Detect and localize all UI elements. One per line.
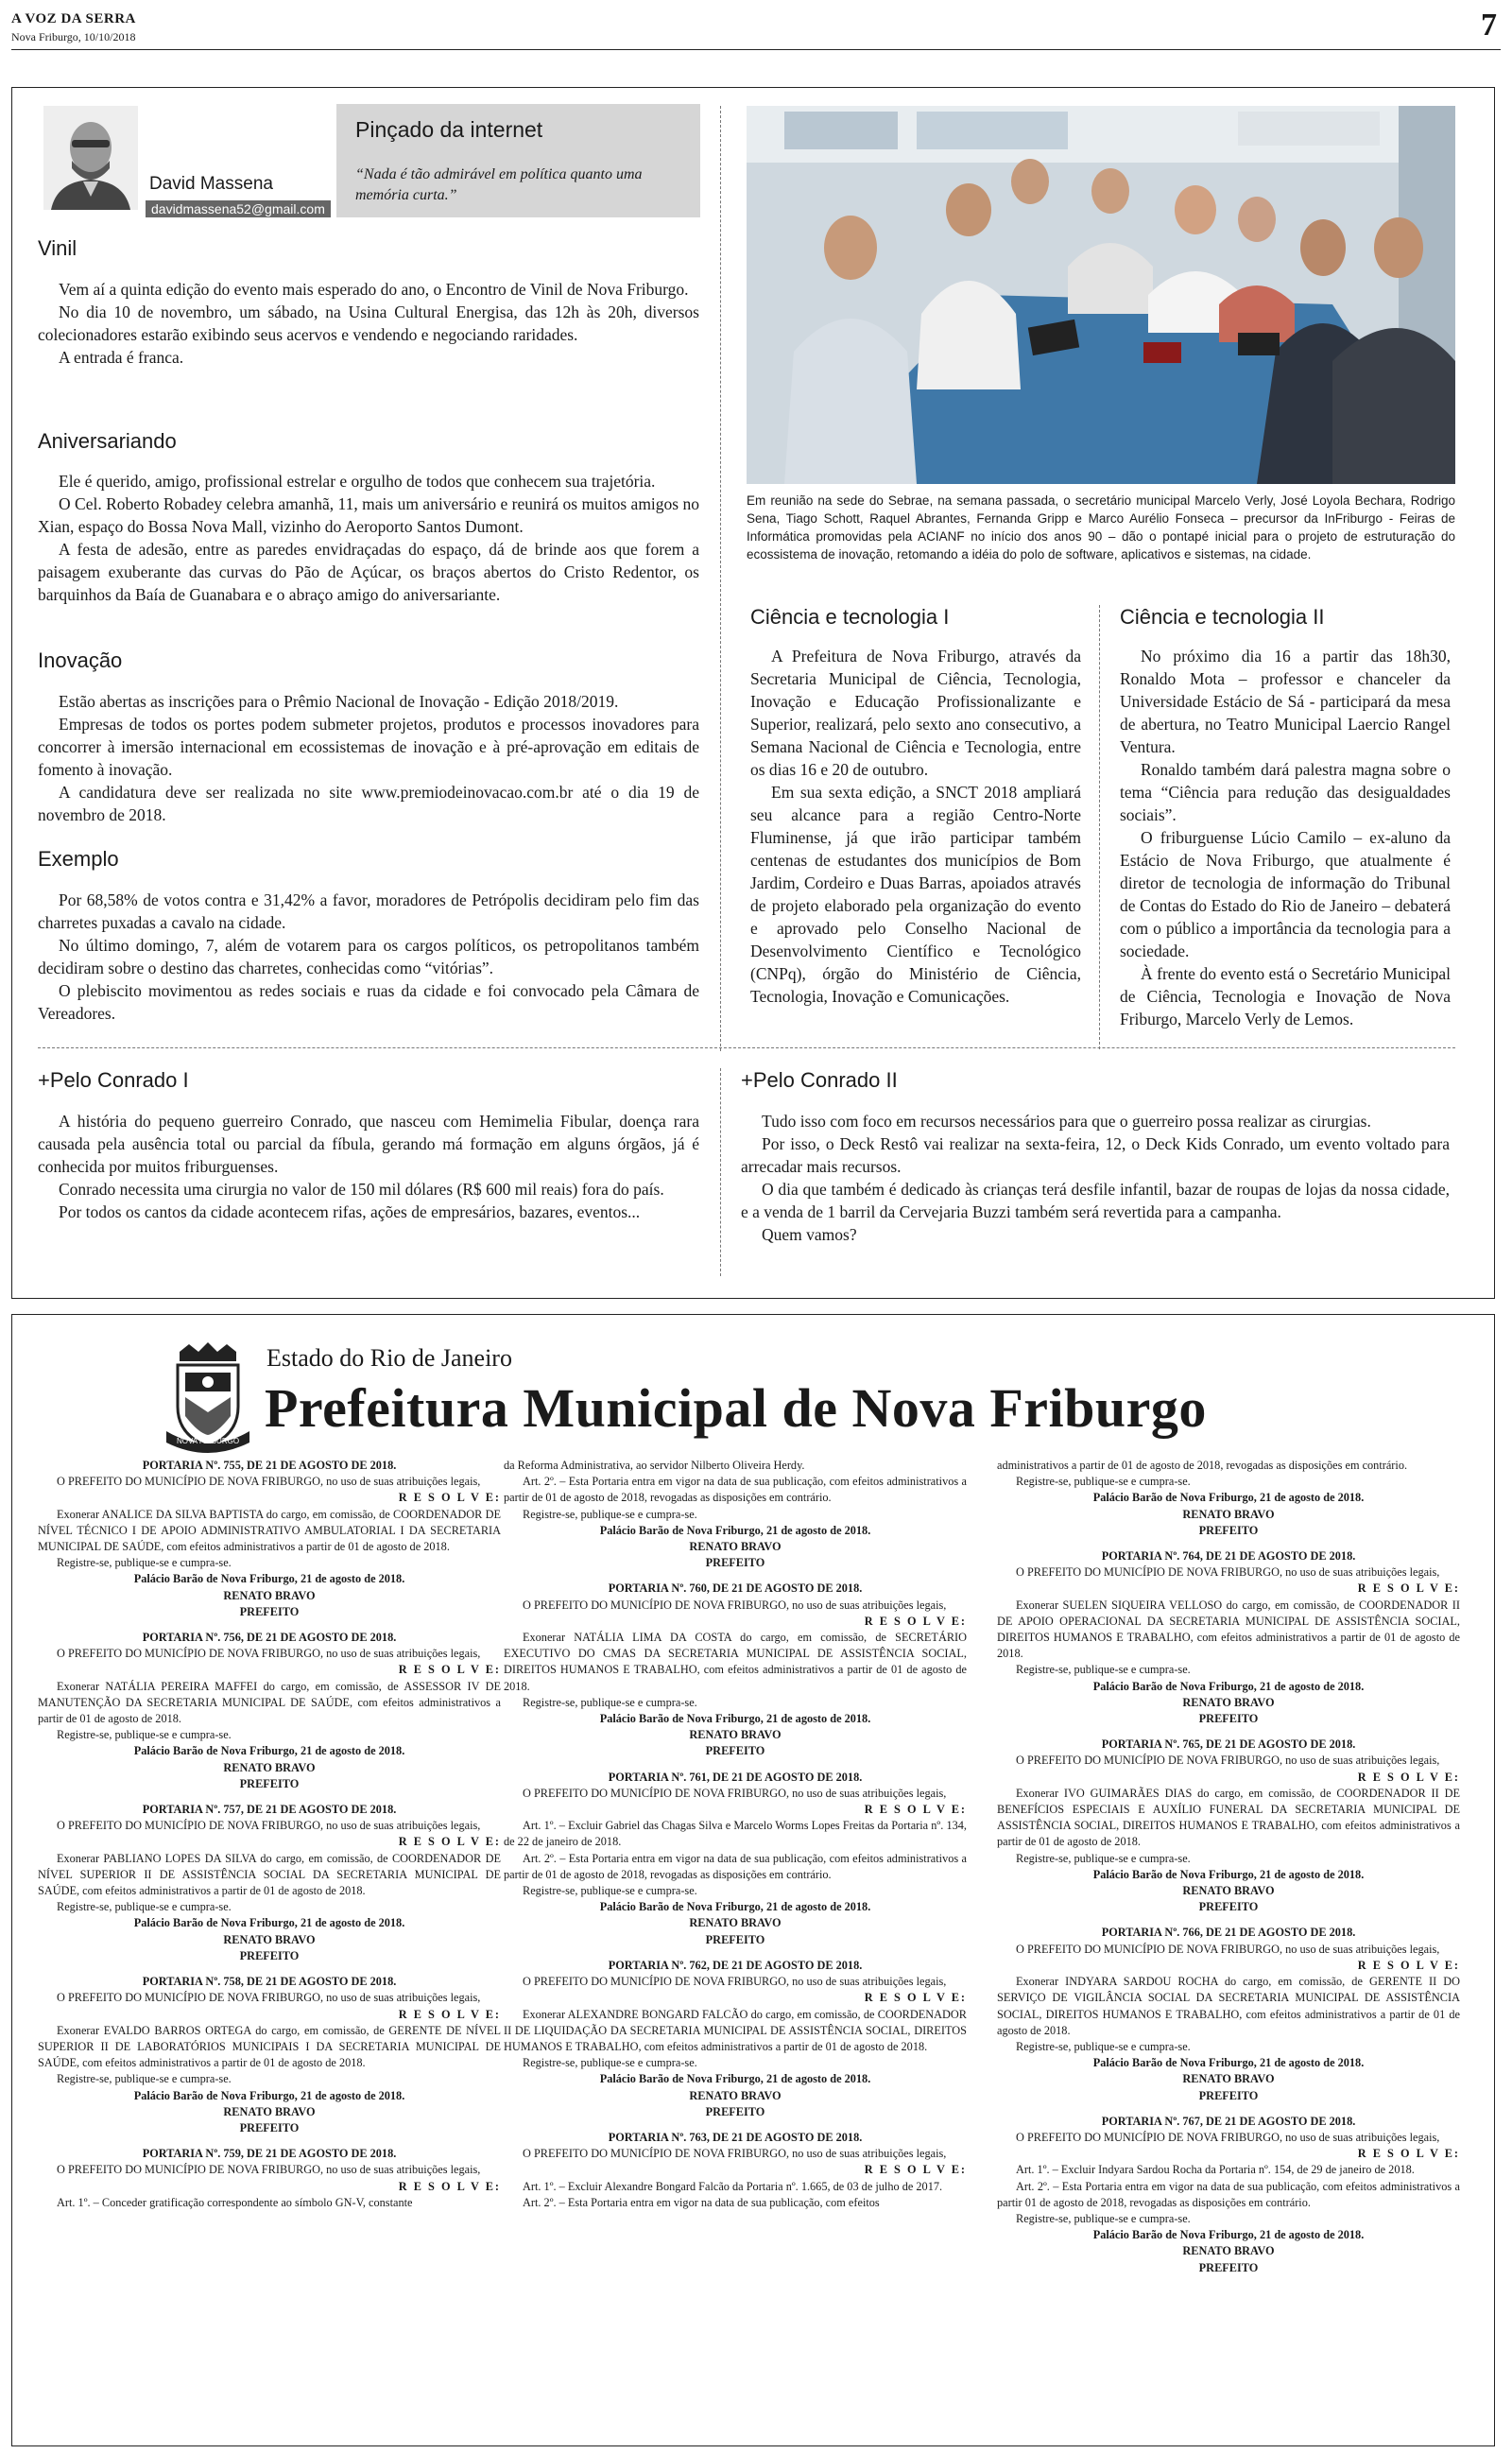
page-header — [11, 9, 1501, 50]
signature-line: Palácio Barão de Nova Friburgo, 21 de agosto de 2018. — [1092, 1679, 1365, 1693]
signature-line: PREFEITO — [1198, 1900, 1259, 1914]
portaria-paragraph: Exonerar ALEXANDRE BONGARD FALCÃO do cargo, em comissão, de COORDENADOR II DE LIQUIDAÇÃO DA SECRETARIA MUNICIPAL DE ASSISTÊNCIA SOCIAL, DIREITOS HUMANOS E TRABALHO, com efeitos administrativos a partir de 01 de agosto de 2018. — [504, 2007, 967, 2053]
signature-line: Palácio Barão de Nova Friburgo, 21 de agosto de 2018. — [133, 1916, 405, 1930]
author-name: David Massena — [149, 174, 273, 194]
paragraph: A festa de adesão, entre as paredes envidraçadas do espaço, dá de brinde aos que forem a paisagem exuberante das curvas do Pão de Açúcar, os braços abertos do Cristo Redentor, os barquinhos da Baía de Guanabara e o abraço amigo do aniversariante. — [38, 540, 699, 604]
portaria-heading: PORTARIA Nº. 757, DE 21 DE AGOSTO DE 2018. — [142, 1803, 397, 1817]
portaria-heading: PORTARIA Nº. 766, DE 21 DE AGOSTO DE 2018. — [1101, 1926, 1356, 1940]
notice-state-name: Estado do Rio de Janeiro — [266, 1344, 512, 1372]
portaria-paragraph: Exonerar ANALICE DA SILVA BAPTISTA do cargo, em comissão, de COORDENADOR DE NÍVEL TÉCNICO I DE APOIO ADMINISTRATIVO AMBULATORIAL I DA SECRETARIA MUNICIPAL DE SAÚDE, com efeitos administrativos a partir de 01 de agosto de 2018. — [38, 1507, 501, 1554]
portaria-paragraph: Exonerar PABLIANO LOPES DA SILVA do cargo, em comissão, de COORDENADOR DE NÍVEL SUPERIOR II DE ASSISTÊNCIA SOCIAL DA SECRETARIA MUNICIPAL DE SAÚDE, com efeitos administrativos a partir de 01 de agosto de 2018. — [38, 1851, 501, 1898]
section-title-conrado-2: +Pelo Conrado II — [741, 1068, 898, 1092]
portaria-heading: PORTARIA Nº. 763, DE 21 DE AGOSTO DE 2018. — [608, 2130, 863, 2144]
quote-text: “Nada é tão admirável em política quanto uma memória curta.” — [355, 166, 643, 203]
paragraph: À frente do evento está o Secretário Municipal de Ciência, Tecnologia e Inovação de Nova Friburgo, Marcelo Verly de Lemos. — [1120, 964, 1451, 1028]
paragraph: Por todos os cantos da cidade acontecem rifas, ações de empresários, bazares, eventos... — [59, 1202, 641, 1221]
paragraph: O friburguense Lúcio Camilo – ex-aluno da Estácio de Nova Friburgo, que atualmente é diretor de tecnologia de informação do Tribunal de Contas do Estado do Rio de Janeiro – debaterá com o público a importância da tecnologia para a sociedade. — [1120, 828, 1451, 960]
signature-line: RENATO BRAVO — [223, 1588, 316, 1602]
signature-line: Palácio Barão de Nova Friburgo, 21 de agosto de 2018. — [133, 1744, 405, 1758]
signature-line: PREFEITO — [705, 1932, 765, 1946]
portaria-paragraph: Exonerar SUELEN SIQUEIRA VELLOSO do cargo, em comissão, de COORDENADOR II DE APOIO OPERACIONAL DA SECRETARIA MUNICIPAL DE ASSISTÊNCIA SOCIAL, DIREITOS HUMANOS E TRABALHO, com efeitos administrativos a partir de 01 de agosto de 2018. — [997, 1598, 1460, 1661]
paragraph: Conrado necessita uma cirurgia no valor de 150 mil dólares (R$ 600 mil reais) fora do país. — [59, 1180, 664, 1199]
paragraph: Quem vamos? — [762, 1225, 857, 1244]
signature-line: Palácio Barão de Nova Friburgo, 21 de agosto de 2018. — [1092, 2228, 1365, 2242]
section-body-conrado-2 — [741, 1110, 1450, 1246]
signature-line: RENATO BRAVO — [689, 1728, 782, 1742]
author-photo — [43, 106, 138, 210]
section-title-inovacao: Inovação — [38, 648, 123, 672]
resolve-label: R E S O L V E: — [864, 2163, 967, 2177]
paragraph: Ronaldo também dará palestra magna sobre o tema “Ciência para redução das desigualdades sociais”. — [1120, 760, 1451, 824]
portaria-paragraph: Art. 2º. – Esta Portaria entra em vigor na data de sua publicação, com efeitos administrativos a partir de 01 de agosto de 2018, revogadas as disposições em contrário. — [504, 1475, 967, 1505]
portaria-heading: PORTARIA Nº. 767, DE 21 DE AGOSTO DE 2018. — [1101, 2114, 1356, 2128]
paragraph: A história do pequeno guerreiro Conrado, que nasceu com Hemimelia Fibular, doença rara causada pela ausência total ou parcial da fíbula, gerando má formação em alguns órgãos, já é conhecida por muitos friburguenses. — [38, 1112, 699, 1176]
portaria-column-1 — [38, 1458, 501, 2211]
section-body-exemplo — [38, 889, 699, 1025]
paragraph: Tudo isso com foco em recursos necessários para que o guerreiro possa realizar as cirurgias. — [762, 1112, 1371, 1131]
resolve-label: R E S O L V E: — [1357, 1770, 1460, 1784]
paragraph: Em sua sexta edição, a SNCT 2018 ampliará seu alcance para a região Centro-Norte Fluminense, já que irão participar também centenas de estudantes dos municípios de Bom Jardim, Cordeiro e Duas Barras, apoiados através de projeto elaborado pela organização do evento e aprovado pelo Conselho Nacional de Desenvolvimento Científico e Tecnológico (CNPq), órgão do Ministério de Ciência, Tecnologia, Inovação e Comunicações. — [750, 783, 1081, 1006]
signature-line: PREFEITO — [1198, 1523, 1259, 1537]
column-divider — [720, 1068, 721, 1276]
portaria-paragraph: Registre-se, publique-se e cumpra-se. — [57, 1900, 232, 1914]
paragraph: Por 68,58% de votos contra e 31,42% a favor, moradores de Petrópolis decidiram pelo fim das charretes puxadas a cavalo na cidade. — [38, 890, 699, 932]
paragraph: Ele é querido, amigo, profissional estrelar e orgulho de todos que conhecem sua trajetória. — [59, 472, 656, 491]
portaria-column-2 — [504, 1458, 967, 2211]
signature-line: Palácio Barão de Nova Friburgo, 21 de agosto de 2018. — [1092, 1491, 1365, 1505]
column-divider — [1099, 605, 1100, 1049]
portaria-paragraph: Art. 2º. – Esta Portaria entra em vigor na data de sua publicação, com efeitos — [523, 2195, 880, 2209]
signature-line: PREFEITO — [239, 1948, 300, 1962]
portaria-paragraph: Registre-se, publique-se e cumpra-se. — [1016, 2039, 1191, 2053]
author-email[interactable]: davidmassena52@gmail.com — [146, 200, 331, 217]
signature-line: RENATO BRAVO — [223, 1932, 316, 1946]
paragraph: O dia que também é dedicado às crianças terá desfile infantil, bazar de roupas de lojas da nossa cidade, e a venda de 1 barril da Cervejaria Buzzi também será revertida para a campanha. — [741, 1180, 1450, 1221]
signature-line: Palácio Barão de Nova Friburgo, 21 de agosto de 2018. — [1092, 1867, 1365, 1881]
portaria-paragraph: administrativos a partir de 01 de agosto de 2018, revogadas as disposições em contrário. — [997, 1459, 1408, 1472]
portaria-paragraph: Art. 2º. – Esta Portaria entra em vigor na data de sua publicação, com efeitos administrativos a partir 01 de agosto de 2018, revogadas as disposições em contrário. — [997, 2179, 1460, 2209]
section-divider — [38, 1047, 1455, 1048]
signature-line: PREFEITO — [705, 1556, 765, 1570]
resolve-label: R E S O L V E: — [398, 1835, 501, 1849]
portaria-heading: PORTARIA Nº. 755, DE 21 DE AGOSTO DE 2018. — [142, 1459, 397, 1472]
section-title-ciencia-1: Ciência e tecnologia I — [750, 605, 950, 629]
paragraph: A candidatura deve ser realizada no site www.premiodeinovacao.com.br até o dia 19 de novembro de 2018. — [38, 783, 699, 824]
portaria-paragraph: Registre-se, publique-se e cumpra-se. — [1016, 1475, 1191, 1489]
portaria-paragraph: Registre-se, publique-se e cumpra-se. — [523, 1507, 697, 1521]
photo-caption: Em reunião na sede do Sebrae, na semana passada, o secretário municipal Marcelo Verly, José Loyola Bechara, Rodrigo Sena, Tiago Schott, Raquel Abrantes, Fernanda Gripp e Marco Aurélio Fonseca – precursor da InFriburgo - Feiras de Informática promovidas pela ACIANF no início dos anos 90 – dão o pontapé inicial para o projeto de estruturação do ecossistema de inovação, retomando a idéia do polo de software, aplicativos e sistemas, na cidade. — [747, 493, 1455, 562]
portaria-heading: PORTARIA Nº. 759, DE 21 DE AGOSTO DE 2018. — [142, 2147, 397, 2161]
portaria-paragraph: da Reforma Administrativa, ao servidor Nilberto Oliveira Herdy. — [504, 1459, 805, 1472]
portaria-paragraph: O PREFEITO DO MUNICÍPIO DE NOVA FRIBURGO, no uso de suas atribuições legais, — [523, 1975, 947, 1989]
section-body-inovacao — [38, 690, 699, 826]
signature-line: RENATO BRAVO — [1182, 2072, 1275, 2086]
paragraph: O plebiscito movimentou as redes sociais e ruas da cidade e foi convocado pela Câmara de Vereadores. — [38, 981, 699, 1023]
section-body-vinil — [38, 278, 699, 369]
portaria-paragraph: Art. 2º. – Esta Portaria entra em vigor na data de sua publicação, com efeitos administrativos a partir de 01 de agosto de 2018, revogadas as disposições em contrário. — [504, 1851, 967, 1881]
resolve-label: R E S O L V E: — [864, 1991, 967, 2005]
signature-line: RENATO BRAVO — [1182, 1507, 1275, 1521]
page-number: 7 — [1481, 8, 1497, 43]
column-divider — [720, 106, 721, 1051]
paragraph: O Cel. Roberto Robadey celebra amanhã, 11, mais um aniversário e reunirá os muitos amigos no Xian, espaço do Bossa Nova Mall, vizinho do Aeroporto Santos Dumont. — [38, 494, 699, 536]
signature-line: Palácio Barão de Nova Friburgo, 21 de agosto de 2018. — [133, 2088, 405, 2102]
notice-title: Prefeitura Municipal de Nova Friburgo — [265, 1377, 1207, 1439]
portaria-heading: PORTARIA Nº. 756, DE 21 DE AGOSTO DE 2018. — [142, 1631, 397, 1645]
paragraph: No último domingo, 7, além de votarem para os cargos políticos, os petropolitanos também decidiram sobre o destino das charretes, conhecidas como “vitórias”. — [38, 936, 699, 977]
portaria-paragraph: Exonerar INDYARA SARDOU ROCHA do cargo, em comissão, de GERENTE II DO SERVIÇO DE VIGILÂNCIA SOCIAL DA SECRETARIA MUNICIPAL DE ASSISTÊNCIA SOCIAL, DIREITOS HUMANOS E TRABALHO, com efeitos administrativos a partir de 01 de agosto de 2018. — [997, 1975, 1460, 2037]
portaria-paragraph: O PREFEITO DO MUNICÍPIO DE NOVA FRIBURGO, no uso de suas atribuições legais, — [1016, 1565, 1440, 1580]
paragraph: No dia 10 de novembro, um sábado, na Usina Cultural Energisa, das 12h às 20h, diversos colecionadores estarão exibindo seus acervos e vendendo e negociando raridades. — [38, 302, 699, 344]
signature-line: PREFEITO — [239, 1776, 300, 1790]
portaria-paragraph: Exonerar NATÁLIA PEREIRA MAFFEI do cargo, em comissão, de ASSESSOR IV DE MANUTENÇÃO DA SECRETARIA MUNICIPAL DE SAÚDE, com efeitos administrativos a partir de 01 de agosto de 2018. — [38, 1679, 501, 1726]
signature-line: PREFEITO — [705, 2104, 765, 2118]
portaria-paragraph: Registre-se, publique-se e cumpra-se. — [57, 2072, 232, 2086]
paragraph: Vem aí a quinta edição do evento mais esperado do ano, o Encontro de Vinil de Nova Friburgo. — [59, 280, 689, 299]
resolve-label: R E S O L V E: — [398, 1663, 501, 1677]
section-body-ciencia-2 — [1120, 645, 1451, 1030]
paragraph: A Prefeitura de Nova Friburgo, através da Secretaria Municipal de Ciência, Tecnologia, Inovação e Educação Profissionalizante e Superior, realizará, pelo sexto ano consecutivo, a Semana Nacional de Ciência e Tecnologia, entre os dias 16 e 20 de outubro. — [750, 647, 1081, 779]
signature-line: Palácio Barão de Nova Friburgo, 21 de agosto de 2018. — [599, 2072, 871, 2086]
section-title-conrado-1: +Pelo Conrado I — [38, 1068, 189, 1092]
portaria-paragraph: O PREFEITO DO MUNICÍPIO DE NOVA FRIBURGO, no uso de suas atribuições legais, — [57, 1991, 481, 2005]
signature-line: PREFEITO — [705, 1744, 765, 1758]
signature-line: PREFEITO — [1198, 1712, 1259, 1726]
portaria-paragraph: O PREFEITO DO MUNICÍPIO DE NOVA FRIBURGO, no uso de suas atribuições legais, — [523, 2147, 947, 2161]
portaria-paragraph: Registre-se, publique-se e cumpra-se. — [523, 1884, 697, 1898]
portaria-paragraph: O PREFEITO DO MUNICÍPIO DE NOVA FRIBURGO, no uso de suas atribuições legais, — [523, 1598, 947, 1612]
paragraph: No próximo dia 16 a partir das 18h30, Ronaldo Mota – professor e chanceler da Universidade Estácio de Sá - participará da mesa de abertura, no Teatro Municipal Laercio Rangel Ventura. — [1120, 647, 1451, 756]
portaria-heading: PORTARIA Nº. 758, DE 21 DE AGOSTO DE 2018. — [142, 1975, 397, 1989]
portaria-heading: PORTARIA Nº. 760, DE 21 DE AGOSTO DE 2018. — [608, 1581, 863, 1596]
portaria-paragraph: Registre-se, publique-se e cumpra-se. — [1016, 2211, 1191, 2225]
resolve-label: R E S O L V E: — [1357, 1958, 1460, 1972]
signature-line: Palácio Barão de Nova Friburgo, 21 de agosto de 2018. — [1092, 2056, 1365, 2070]
resolve-label: R E S O L V E: — [1357, 2147, 1460, 2161]
portaria-paragraph: Registre-se, publique-se e cumpra-se. — [57, 1556, 232, 1570]
portaria-paragraph: Art. 1º. – Excluir Indyara Sardou Rocha da Portaria nº. 154, de 29 de janeiro de 2018. — [1016, 2163, 1415, 2177]
portaria-paragraph: Exonerar NATÁLIA LIMA DA COSTA do cargo, em comissão, de SECRETÁRIO EXECUTIVO DO CMAS DA SECRETARIA MUNICIPAL DE ASSISTÊNCIA SOCIAL, DIREITOS HUMANOS E TRABALHO, com efeitos administrativos a partir de 01 de agosto de 2018. — [504, 1631, 967, 1693]
signature-line: RENATO BRAVO — [223, 2104, 316, 2118]
signature-line: RENATO BRAVO — [1182, 1884, 1275, 1898]
portaria-paragraph: Art. 1º. – Excluir Gabriel das Chagas Silva e Marcelo Worms Lopes Freitas da Portaria nº. 134, de 22 de janeiro de 2018. — [504, 1819, 967, 1849]
portaria-paragraph: Art. 1º. – Excluir Alexandre Bongard Falcão da Portaria nº. 1.665, de 03 de julho de 2017. — [523, 2179, 943, 2193]
portaria-paragraph: O PREFEITO DO MUNICÍPIO DE NOVA FRIBURGO, no uso de suas atribuições legais, — [1016, 1754, 1440, 1768]
portaria-paragraph: O PREFEITO DO MUNICÍPIO DE NOVA FRIBURGO, no uso de suas atribuições legais, — [57, 2163, 481, 2177]
quote-title: Pinçado da internet — [355, 117, 543, 142]
portaria-paragraph: Exonerar IVO GUIMARÃES DIAS do cargo, em comissão, de COORDENADOR II DE BENEFÍCIOS ESPECIAIS E AUXÍLIO FUNERAL DA SECRETARIA MUNICIPAL DE ASSISTÊNCIA SOCIAL, DIREITOS HUMANOS E TRABALHO, com efeitos administrativos a partir de 01 de agosto de 2018. — [997, 1786, 1460, 1849]
portaria-paragraph: Exonerar EVALDO BARROS ORTEGA do cargo, em comissão, de GERENTE DE NÍVEL SUPERIOR II DE LABORATÓRIOS MUNICIPAIS I DA SECRETARIA MUNICIPAL DE SAÚDE, com efeitos administrativos a partir de 01 de agosto de 2018. — [38, 2023, 501, 2070]
paragraph: Empresas de todos os portes podem submeter projetos, produtos e processos inovadores para concorrer à imersão internacional em ecossistemas de inovação e à pré-aprovação em editais de fomento à inovação. — [38, 715, 699, 779]
portaria-column-3 — [997, 1458, 1460, 2276]
signature-line: Palácio Barão de Nova Friburgo, 21 de agosto de 2018. — [599, 1712, 871, 1726]
signature-line: Palácio Barão de Nova Friburgo, 21 de agosto de 2018. — [599, 1523, 871, 1537]
signature-line: RENATO BRAVO — [689, 2088, 782, 2102]
portaria-paragraph: O PREFEITO DO MUNICÍPIO DE NOVA FRIBURGO, no uso de suas atribuições legais, — [57, 1819, 481, 1833]
signature-line: RENATO BRAVO — [1182, 2244, 1275, 2258]
portaria-paragraph: O PREFEITO DO MUNICÍPIO DE NOVA FRIBURGO, no uso de suas atribuições legais, — [57, 1647, 481, 1661]
portaria-paragraph: Registre-se, publique-se e cumpra-se. — [523, 2056, 697, 2070]
signature-line: Palácio Barão de Nova Friburgo, 21 de agosto de 2018. — [599, 1900, 871, 1914]
city-crest-icon — [161, 1340, 255, 1454]
quote-box — [336, 104, 700, 217]
portaria-heading: PORTARIA Nº. 762, DE 21 DE AGOSTO DE 2018. — [608, 1958, 863, 1972]
section-title-aniversariando: Aniversariando — [38, 429, 177, 453]
meeting-photo — [747, 106, 1455, 484]
resolve-label: R E S O L V E: — [398, 1491, 501, 1505]
signature-line: PREFEITO — [1198, 2088, 1259, 2102]
resolve-label: R E S O L V E: — [864, 1803, 967, 1817]
svg-text:NOVA FRIBURGO: NOVA FRIBURGO — [176, 1437, 240, 1445]
paragraph: A entrada é franca. — [59, 348, 184, 367]
signature-line: PREFEITO — [239, 1604, 300, 1618]
portaria-paragraph: O PREFEITO DO MUNICÍPIO DE NOVA FRIBURGO, no uso de suas atribuições legais, — [1016, 1942, 1440, 1956]
signature-line: RENATO BRAVO — [223, 1760, 316, 1774]
signature-line: RENATO BRAVO — [689, 1540, 782, 1554]
portaria-heading: PORTARIA Nº. 761, DE 21 DE AGOSTO DE 2018. — [608, 1770, 863, 1784]
signature-line: PREFEITO — [239, 2120, 300, 2134]
signature-line: RENATO BRAVO — [1182, 1695, 1275, 1709]
portaria-paragraph: Art. 1º. – Conceder gratificação correspondente ao símbolo GN-V, constante — [57, 2195, 413, 2209]
resolve-label: R E S O L V E: — [398, 2007, 501, 2021]
issue-date: Nova Friburgo, 10/10/2018 — [11, 30, 136, 43]
resolve-label: R E S O L V E: — [1357, 1581, 1460, 1596]
section-body-ciencia-1 — [750, 645, 1081, 1008]
portaria-paragraph: O PREFEITO DO MUNICÍPIO DE NOVA FRIBURGO, no uso de suas atribuições legais, — [57, 1475, 481, 1489]
resolve-label: R E S O L V E: — [398, 2179, 501, 2193]
portaria-paragraph: Registre-se, publique-se e cumpra-se. — [57, 1728, 232, 1742]
section-body-conrado-1 — [38, 1110, 699, 1223]
section-title-exemplo: Exemplo — [38, 847, 119, 871]
section-body-aniversariando — [38, 470, 699, 606]
portaria-paragraph: Registre-se, publique-se e cumpra-se. — [1016, 1663, 1191, 1677]
signature-line: RENATO BRAVO — [689, 1916, 782, 1930]
resolve-label: R E S O L V E: — [864, 1614, 967, 1628]
portaria-paragraph: O PREFEITO DO MUNICÍPIO DE NOVA FRIBURGO, no uso de suas atribuições legais, — [523, 1786, 947, 1800]
signature-line: Palácio Barão de Nova Friburgo, 21 de agosto de 2018. — [133, 1572, 405, 1586]
portaria-heading: PORTARIA Nº. 764, DE 21 DE AGOSTO DE 2018. — [1101, 1549, 1356, 1564]
newspaper-brand: A VOZ DA SERRA — [11, 11, 136, 26]
section-title-ciencia-2: Ciência e tecnologia II — [1120, 605, 1325, 629]
paragraph: Estão abertas as inscrições para o Prêmio Nacional de Inovação - Edição 2018/2019. — [59, 692, 619, 711]
paragraph: Por isso, o Deck Restô vai realizar na sexta-feira, 12, o Deck Kids Conrado, um evento voltado para arrecadar mais recursos. — [741, 1134, 1450, 1176]
portaria-paragraph: Registre-se, publique-se e cumpra-se. — [1016, 1851, 1191, 1865]
section-title-vinil: Vinil — [38, 236, 77, 260]
portaria-heading: PORTARIA Nº. 765, DE 21 DE AGOSTO DE 2018. — [1101, 1737, 1356, 1752]
portaria-paragraph: O PREFEITO DO MUNICÍPIO DE NOVA FRIBURGO, no uso de suas atribuições legais, — [1016, 2130, 1440, 2144]
portaria-paragraph: Registre-se, publique-se e cumpra-se. — [523, 1695, 697, 1709]
signature-line: PREFEITO — [1198, 2260, 1259, 2274]
